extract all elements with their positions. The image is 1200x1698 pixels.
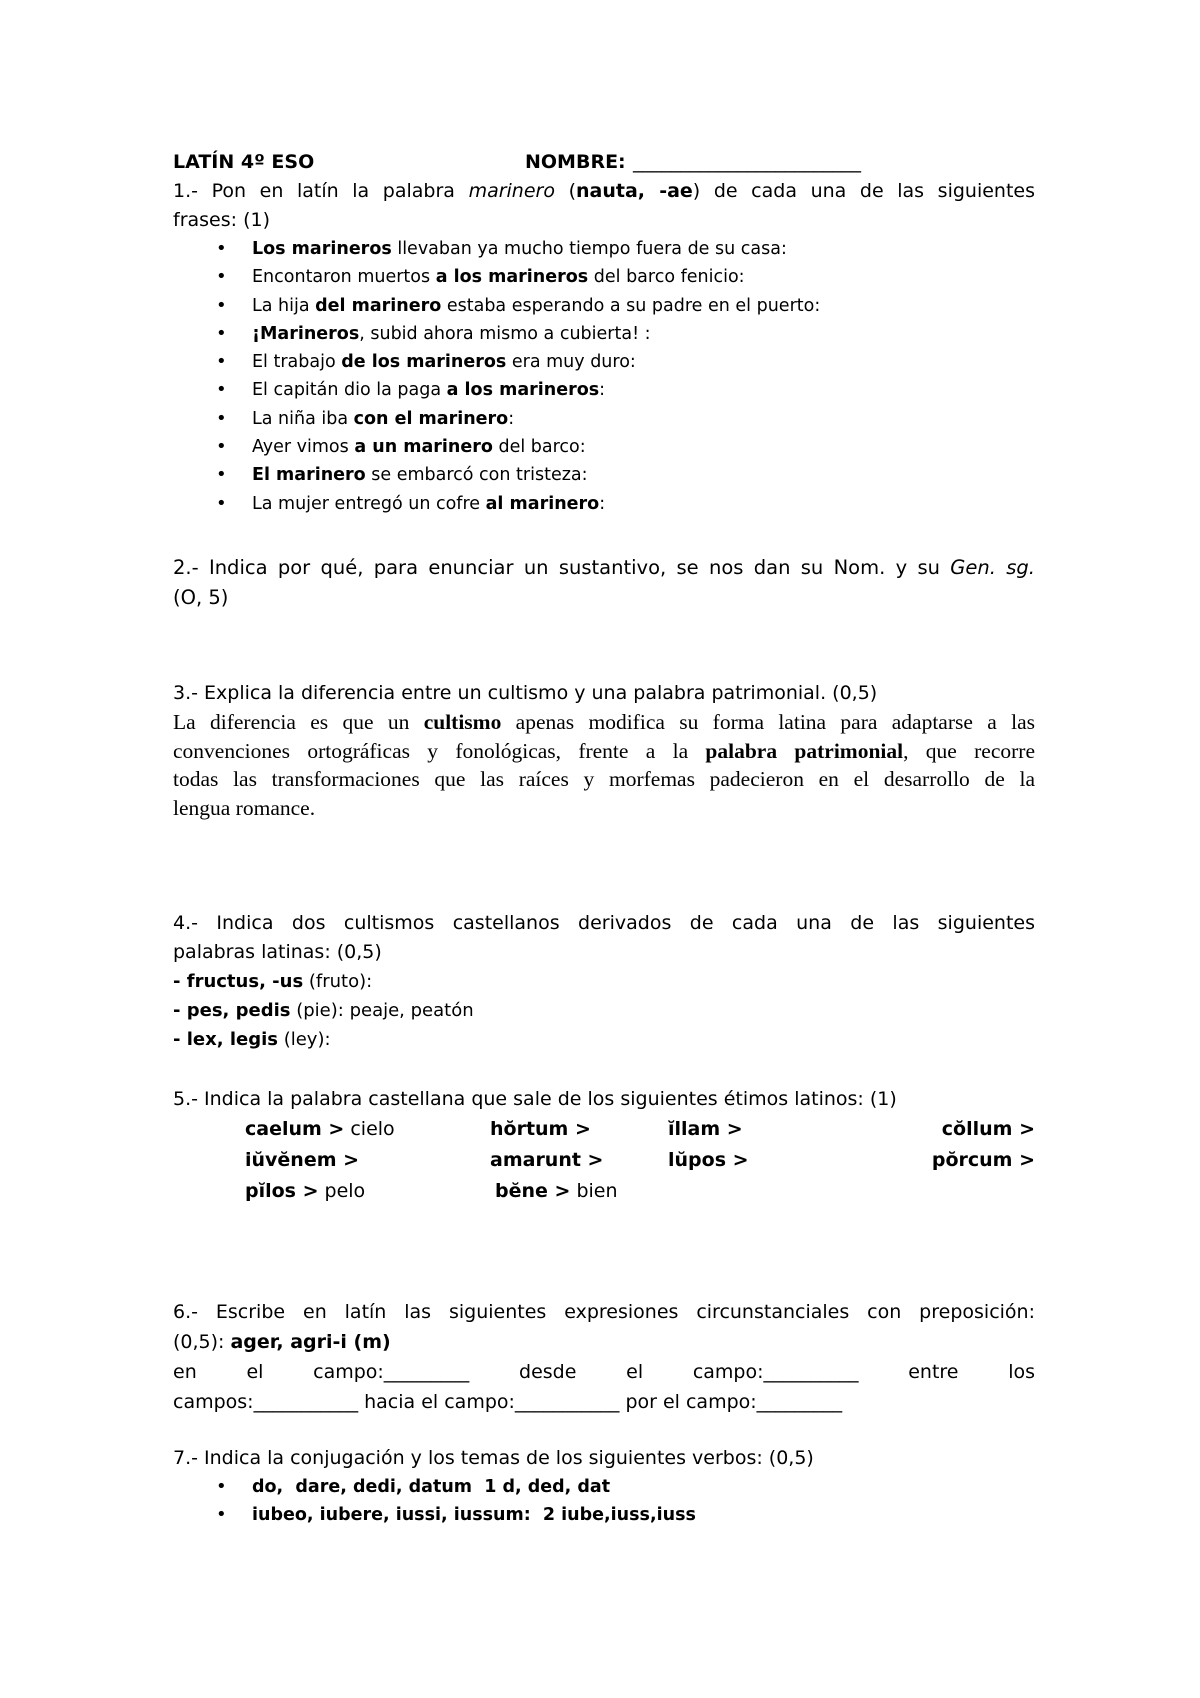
sentence-text: : bbox=[599, 380, 606, 401]
q5-etymon bbox=[668, 1115, 743, 1144]
q3-answer bbox=[173, 708, 1035, 822]
q5-etymon bbox=[245, 1115, 395, 1144]
question-6 bbox=[173, 1297, 1035, 1417]
latin-etymon: pĭlos > bbox=[245, 1180, 319, 1202]
q7-verb bbox=[173, 1501, 1035, 1529]
sentence-highlight: con el marinero bbox=[353, 408, 509, 429]
q1-sentence bbox=[173, 376, 1035, 404]
q5-etymon bbox=[942, 1115, 1035, 1144]
answer-text: convenciones ortográficas y fonológicas, frente a la bbox=[173, 738, 706, 763]
q6-blanks-line1: en el campo:_________ desde el campo:__________ entre los bbox=[173, 1361, 1035, 1383]
sentence-text: se embarcó con tristeza: bbox=[365, 465, 588, 486]
sentence-text: Ayer vimos bbox=[252, 437, 355, 458]
verb-answer: 1 d, ded, dat bbox=[472, 1477, 611, 1497]
question-7 bbox=[173, 1444, 1035, 1530]
question-4 bbox=[173, 909, 1035, 1054]
q6-prompt-line2: (0,5): ager, agri-i (m) bbox=[173, 1331, 391, 1353]
q7-verb-list bbox=[173, 1473, 1035, 1530]
q1-word-bold: nauta, -ae bbox=[576, 180, 693, 202]
word-meaning: (ley): bbox=[277, 1029, 331, 1050]
q5-row bbox=[245, 1146, 1035, 1177]
q6-blanks-line2: campos:___________ hacia el campo:___________ por el campo:_________ bbox=[173, 1391, 843, 1413]
question-1 bbox=[173, 177, 1035, 518]
latin-word: - fructus, -us bbox=[173, 971, 304, 992]
q5-etymon bbox=[490, 1146, 603, 1175]
spanish-answer: cielo bbox=[350, 1118, 395, 1140]
q6-noun: ager, agri-i (m) bbox=[230, 1331, 391, 1353]
q2-points: (O, 5) bbox=[173, 586, 229, 609]
q1-sentence-list bbox=[173, 235, 1035, 518]
latin-word: - lex, legis bbox=[173, 1029, 278, 1050]
q4-prompt: 4.- Indica dos cultismos castellanos derivados de cada una de las siguientes bbox=[173, 912, 1035, 934]
q1-sentence bbox=[173, 292, 1035, 320]
q4-word-list bbox=[173, 967, 1035, 1054]
sentence-text: La hija bbox=[252, 295, 316, 316]
sentence-text: La mujer entregó un cofre bbox=[252, 493, 486, 514]
q1-sentence bbox=[173, 320, 1035, 348]
q7-prompt: 7.- Indica la conjugación y los temas de los siguientes verbos: (0,5) bbox=[173, 1447, 814, 1469]
q5-row bbox=[245, 1177, 1035, 1208]
sentence-text: estaba esperando a su padre en el puerto: bbox=[441, 295, 821, 316]
spanish-answer: bien bbox=[576, 1180, 618, 1202]
answer-term: cultismo bbox=[423, 710, 502, 734]
spanish-answer: pelo bbox=[324, 1180, 366, 1202]
q1-sentence bbox=[173, 461, 1035, 489]
answer-text: lengua romance. bbox=[173, 795, 316, 820]
q5-etymon bbox=[932, 1146, 1035, 1175]
sentence-highlight: de los marineros bbox=[341, 352, 507, 373]
q5-row bbox=[245, 1115, 1035, 1146]
q4-prompt-line2: palabras latinas: (0,5) bbox=[173, 941, 382, 963]
q2-italic: Gen. sg. bbox=[950, 556, 1035, 579]
latin-etymon: iŭvĕnem > bbox=[245, 1149, 360, 1171]
sentence-highlight: a un marinero bbox=[354, 437, 493, 458]
answer-text: La diferencia es que un bbox=[173, 710, 424, 734]
sentence-text: era muy duro: bbox=[506, 352, 636, 373]
q1-sentence bbox=[173, 235, 1035, 263]
latin-etymon: bĕne > bbox=[495, 1180, 571, 1202]
q1-sentence bbox=[173, 490, 1035, 518]
latin-etymon: amarunt > bbox=[490, 1149, 604, 1171]
sentence-text: Encontaron muertos bbox=[252, 267, 436, 288]
answer-text: , que recorre bbox=[903, 738, 1035, 763]
sentence-highlight: Los marineros bbox=[252, 239, 392, 259]
sentence-text: del barco: bbox=[492, 437, 586, 458]
q3-answer-line bbox=[173, 737, 1035, 766]
sentence-text: : bbox=[508, 408, 515, 429]
latin-etymon: pŏrcum > bbox=[931, 1149, 1035, 1171]
word-answer: peaje, peatón bbox=[343, 1000, 474, 1021]
q2-prompt: 2.- Indica por qué, para enunciar un sustantivo, se nos dan su Nom. y su Gen. sg. bbox=[173, 556, 1035, 579]
word-meaning: (fruto): bbox=[303, 971, 373, 992]
sentence-highlight: ¡Marineros bbox=[252, 323, 360, 344]
q3-answer-line bbox=[173, 765, 1035, 794]
name-blank: ________________________ bbox=[633, 151, 861, 173]
q1-sentence bbox=[173, 263, 1035, 291]
q5-etymon-grid bbox=[245, 1115, 1035, 1208]
sentence-text: , subid ahora mismo a cubierta! : bbox=[359, 323, 651, 344]
sentence-text: El trabajo bbox=[252, 352, 342, 373]
q1-sentence bbox=[173, 348, 1035, 376]
sentence-highlight: al marinero bbox=[485, 493, 600, 514]
q5-etymon bbox=[490, 1115, 591, 1144]
header bbox=[173, 148, 1035, 177]
answer-text: todas las transformaciones que las raíces y morfemas padecieron en el desarrollo de la bbox=[173, 767, 1035, 791]
q7-verb bbox=[173, 1473, 1035, 1501]
q3-prompt: 3.- Explica la diferencia entre un cultismo y una palabra patrimonial. (0,5) bbox=[173, 682, 878, 704]
sentence-highlight: a los marineros bbox=[435, 267, 589, 288]
q3-answer-line bbox=[173, 794, 1035, 823]
verb-answer: 2 iube,iuss,iuss bbox=[530, 1505, 696, 1526]
q1-sentence bbox=[173, 405, 1035, 433]
exam-title: LATÍN 4º ESO bbox=[173, 151, 315, 173]
q5-etymon bbox=[245, 1146, 359, 1175]
word-meaning: (pie): bbox=[290, 1000, 344, 1021]
sentence-highlight: a los marineros bbox=[446, 380, 600, 401]
sentence-text: : bbox=[599, 493, 606, 514]
sentence-text: La niña iba bbox=[252, 408, 354, 429]
q4-word bbox=[173, 1025, 1035, 1054]
verb-principal-parts: iubeo, iubere, iussi, iussum: bbox=[252, 1505, 531, 1526]
q3-answer-line bbox=[173, 708, 1035, 737]
question-3 bbox=[173, 679, 1035, 822]
q1-prompt: 1.- Pon en latín la palabra marinero (nauta, -ae) de cada una de las siguientes bbox=[173, 180, 1036, 202]
sentence-highlight: del marinero bbox=[315, 295, 442, 316]
verb-principal-parts: do, dare, dedi, datum bbox=[252, 1477, 473, 1497]
q4-word bbox=[173, 967, 1035, 996]
q5-etymon bbox=[495, 1177, 618, 1206]
latin-etymon: hŏrtum > bbox=[490, 1118, 591, 1140]
q5-etymon bbox=[668, 1146, 749, 1175]
q6-prompt: 6.- Escribe en latín las siguientes expresiones circunstanciales con preposición: bbox=[173, 1301, 1035, 1323]
q1-sentence bbox=[173, 433, 1035, 461]
q1-prompt-line2: frases: (1) bbox=[173, 209, 270, 231]
sentence-text: llevaban ya mucho tiempo fuera de su casa: bbox=[391, 239, 787, 259]
answer-term: palabra patrimonial bbox=[705, 738, 904, 763]
q5-prompt: 5.- Indica la palabra castellana que sale de los siguientes étimos latinos: (1) bbox=[173, 1088, 897, 1110]
q1-word-italic: marinero bbox=[468, 180, 555, 202]
q5-etymon bbox=[245, 1177, 366, 1206]
answer-text: apenas modifica su forma latina para adaptarse a las bbox=[501, 710, 1035, 734]
q4-word bbox=[173, 996, 1035, 1025]
latin-word: - pes, pedis bbox=[173, 1000, 291, 1021]
latin-etymon: lŭpos > bbox=[668, 1149, 749, 1171]
name-label: NOMBRE: bbox=[525, 151, 626, 173]
sentence-text: El capitán dio la paga bbox=[252, 380, 447, 401]
latin-etymon: ĭllam > bbox=[668, 1118, 743, 1140]
question-2 bbox=[173, 553, 1035, 613]
sentence-highlight: El marinero bbox=[252, 465, 366, 486]
latin-etymon: cŏllum > bbox=[941, 1118, 1035, 1140]
sentence-text: del barco fenicio: bbox=[588, 267, 745, 288]
latin-etymon: caelum > bbox=[245, 1118, 345, 1140]
